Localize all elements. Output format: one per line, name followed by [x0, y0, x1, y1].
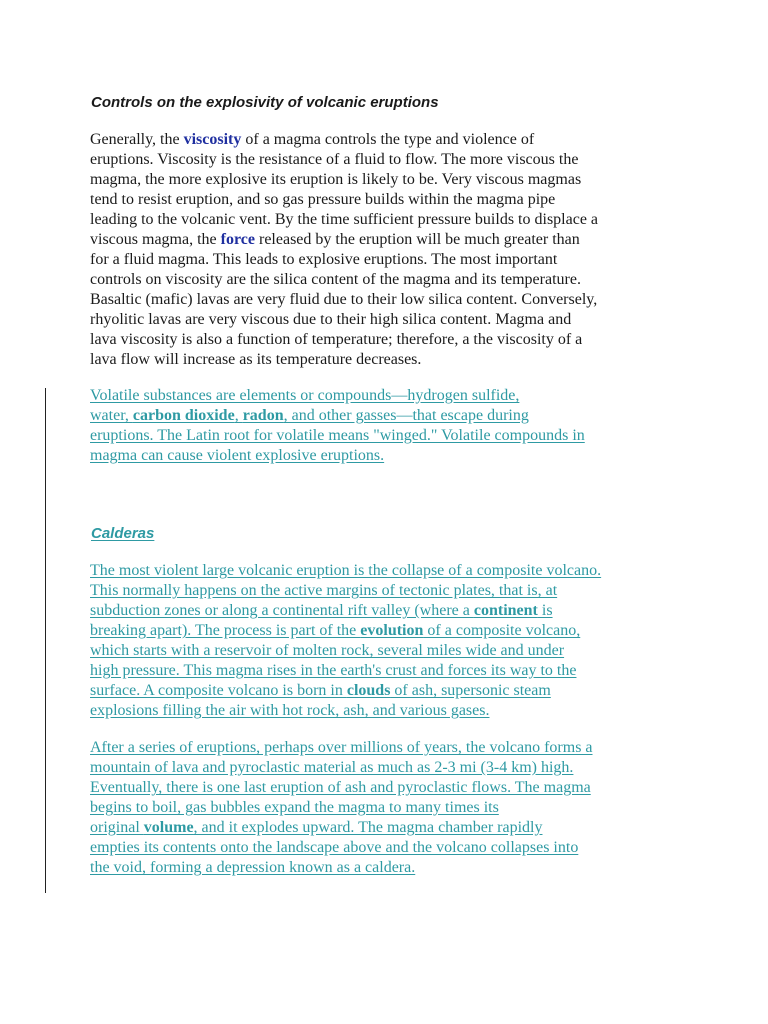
text-run: breaking apart). The process is part of the [90, 622, 361, 639]
paragraph-caldera-formation[interactable] [90, 738, 700, 878]
text-run: of a composite volcano, [423, 622, 581, 639]
text-run: of ash, supersonic steam [390, 682, 551, 699]
text-line[interactable]: The most violent large volcanic eruption is the collapse of a composite volcano. [90, 562, 602, 579]
text-run: of a magma controls the type and violence of [241, 131, 535, 148]
text-line: lava viscosity is also a function of temperature; therefore, a the viscosity of a [90, 331, 583, 348]
text-line: lava flow will increase as its temperature decreases. [90, 351, 422, 368]
keyword-radon[interactable]: radon [242, 407, 284, 424]
text-line[interactable]: eruptions. The Latin root for volatile means "winged." Volatile compounds in [90, 427, 585, 444]
text-run: is [537, 602, 553, 619]
keyword-carbon-dioxide[interactable]: carbon dioxide [132, 407, 235, 424]
text-run: viscous magma, the [90, 231, 221, 248]
text-line[interactable]: the void, forming a depression known as a caldera. [90, 859, 416, 876]
text-run: , and it explodes upward. The magma chamber rapidly [193, 819, 543, 836]
text-line: rhyolitic lavas are very viscous due to their high silica content. Magma and [90, 311, 572, 328]
text-line[interactable]: This normally happens on the active margins of tectonic plates, that is, at [90, 582, 558, 599]
paragraph-composite-volcano[interactable] [90, 561, 700, 721]
text-line: magma, the more explosive its eruption is likely to be. Very viscous magmas [90, 171, 582, 188]
keyword-clouds[interactable]: clouds [346, 682, 391, 699]
text-line: controls on viscosity are the silica content of the magma and its temperature. [90, 271, 581, 288]
text-line[interactable]: Volatile substances are elements or compounds—hydrogen sulfide, [90, 387, 520, 404]
text-line: Basaltic (mafic) lavas are very fluid due to their low silica content. Conversely, [90, 291, 598, 308]
paragraph-viscosity [90, 130, 700, 370]
text-run: released by the eruption will be much greater than [254, 231, 580, 248]
text-run: original [90, 819, 144, 836]
text-run: , [234, 407, 243, 424]
text-line[interactable] [90, 818, 700, 838]
keyword-evolution[interactable]: evolution [360, 622, 424, 639]
text-line[interactable]: high pressure. This magma rises in the earth's crust and forces its way to the [90, 662, 577, 679]
text-run: Generally, the [90, 131, 184, 148]
keyword-force: force [220, 231, 255, 248]
keyword-volume[interactable]: volume [143, 819, 194, 836]
revision-change-bar [45, 388, 46, 893]
text-line: eruptions. Viscosity is the resistance of a fluid to flow. The more viscous the [90, 151, 579, 168]
keyword-viscosity: viscosity [183, 131, 242, 148]
text-line[interactable]: After a series of eruptions, perhaps over millions of years, the volcano forms a [90, 739, 593, 756]
text-line [90, 230, 700, 250]
text-line[interactable]: begins to boil, gas bubbles expand the magma to many times its [90, 799, 499, 816]
text-run: surface. A composite volcano is born in [90, 682, 347, 699]
text-line: for a fluid magma. This leads to explosive eruptions. The most important [90, 251, 558, 268]
text-line[interactable]: explosions filling the air with hot rock, ash, and various gases. [90, 702, 490, 719]
page-title: Controls on the explosivity of volcanic eruptions [91, 94, 439, 111]
text-line [90, 130, 700, 150]
text-line: tend to resist eruption, and so gas pressure builds within the magma pipe [90, 191, 556, 208]
text-run: water, [90, 407, 133, 424]
text-line[interactable]: mountain of lava and pyroclastic material as much as 2-3 mi (3-4 km) high. [90, 759, 574, 776]
text-line[interactable]: which starts with a reservoir of molten rock, several miles wide and under [90, 642, 565, 659]
text-line[interactable]: empties its contents onto the landscape above and the volcano collapses into [90, 839, 579, 856]
section-heading-calderas[interactable]: Calderas [91, 525, 155, 542]
text-line[interactable] [90, 601, 700, 621]
text-run: subduction zones or along a continental rift valley (where a [90, 602, 474, 619]
text-run: , and other gasses—that escape during [283, 407, 529, 424]
text-line[interactable]: magma can cause violent explosive eruptions. [90, 447, 385, 464]
keyword-continent[interactable]: continent [473, 602, 538, 619]
text-line[interactable]: Eventually, there is one last eruption of ash and pyroclastic flows. The magma [90, 779, 591, 796]
text-line[interactable] [90, 681, 700, 701]
text-line[interactable] [90, 406, 700, 426]
paragraph-volatile-substances[interactable] [90, 386, 700, 466]
text-line[interactable] [90, 621, 700, 641]
text-line: leading to the volcanic vent. By the time sufficient pressure builds to displace a [90, 211, 599, 228]
